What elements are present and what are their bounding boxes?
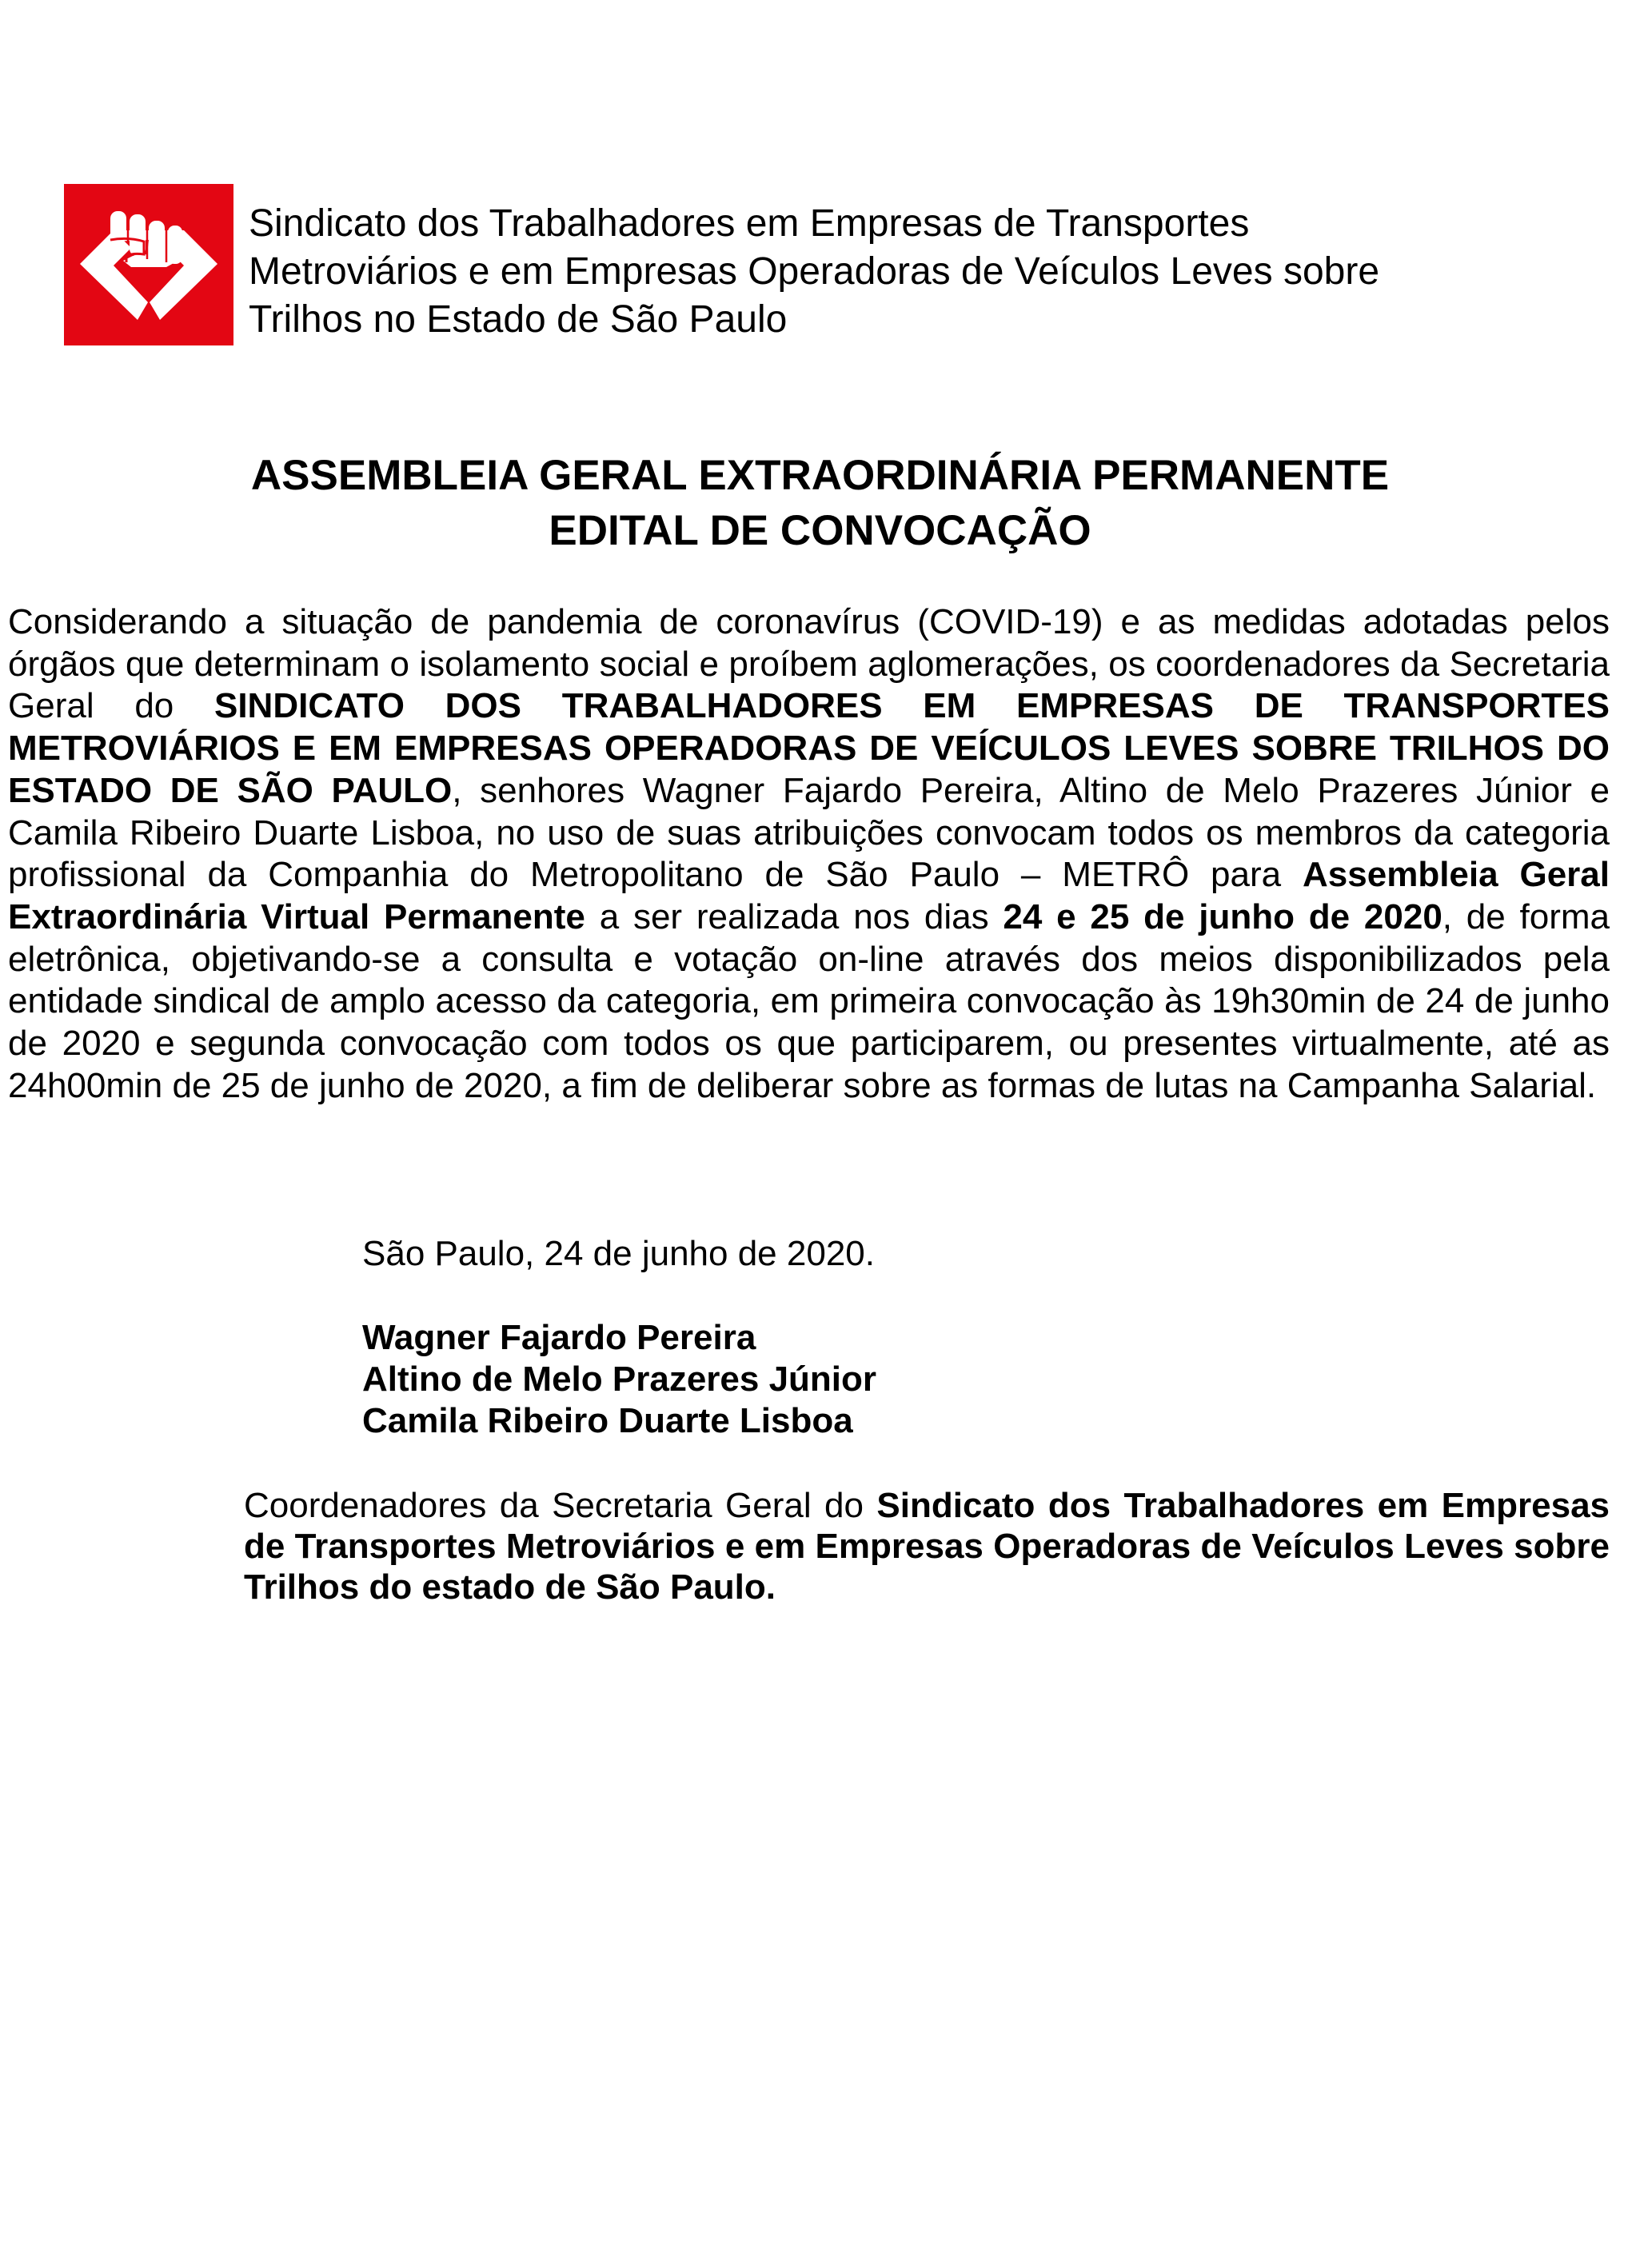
org-header-line: Trilhos no Estado de São Paulo — [249, 298, 788, 341]
body-text: a ser realizada nos dias — [585, 896, 1004, 936]
closing-org-name: Sindicato dos Trabalhadores em Empresas de Transportes Metroviários e em Empresas Operadoras de Veículos Leves sobre Trilhos do estado de São Paulo. — [244, 1486, 1610, 1607]
body-text: , senhores Wagner Fajardo Pereira, Altino de Melo Prazeres Júnior e Camila Ribeiro Duarte Lisboa, no uso de suas atribuições convocam todos os membros da categoria profissional da Companhia do Metropolitano de São Paulo – METRÔ para — [8, 770, 1610, 895]
title-line-1: ASSEMBLEIA GERAL EXTRAORDINÁRIA PERMANENTE — [250, 452, 1390, 499]
body-text: Considerando a situação de pandemia de coronavírus (COVID-19) e as medidas adotadas pelos órgãos que determinam o isolamento social e proíbem aglomerações, os coordenadores da Secretaria Geral do — [8, 602, 1610, 726]
body-text-bold: 24 e 25 de junho de 2020 — [1003, 896, 1442, 936]
closing-prefix: Coordenadores da Secretaria Geral do — [244, 1486, 877, 1525]
signatories — [362, 1317, 876, 1442]
signatory-name: Altino de Melo Prazeres Júnior — [362, 1360, 877, 1399]
signatory-name: Camila Ribeiro Duarte Lisboa — [362, 1401, 853, 1440]
closing-paragraph — [244, 1485, 1610, 1607]
union-logo — [64, 184, 233, 345]
title-line-2: EDITAL DE CONVOCAÇÃO — [549, 507, 1091, 554]
place-date: São Paulo, 24 de junho de 2020. — [362, 1234, 875, 1273]
org-header-line: Sindicato dos Trabalhadores em Empresas de Transportes — [249, 202, 1250, 245]
raised-fist-logo-icon — [64, 184, 233, 345]
body-text-bold: SINDICATO DOS TRABALHADORES EM EMPRESAS DE TRANSPORTES METROVIÁRIOS E EM EMPRESAS OPERADORAS DE VEÍCULOS LEVES SOBRE TRILHOS DO ESTADO DE SÃO PAULO — [8, 686, 1610, 810]
document-title — [0, 448, 1640, 558]
body-text: , de forma eletrônica, objetivando-se a consulta e votação on-line através dos meios disponibilizados pela entidade sindical de amplo acesso da categoria, em primeira convocação às 19h30min de 24 de junho de 2020 e segunda convocação com todos os que participarem, ou presentes virtualmente, até as 24h00min de 25 de junho de 2020, a fim de deliberar sobre as formas de lutas na Campanha Salarial. — [8, 896, 1610, 1105]
convocation-paragraph — [8, 601, 1610, 1107]
signatory-name: Wagner Fajardo Pereira — [362, 1318, 756, 1357]
org-header-line: Metroviários e em Empresas Operadoras de Veículos Leves sobre — [249, 250, 1380, 293]
body-text-bold: Assembleia Geral Extraordinária Virtual Permanente — [8, 855, 1610, 936]
org-header — [249, 200, 1624, 344]
